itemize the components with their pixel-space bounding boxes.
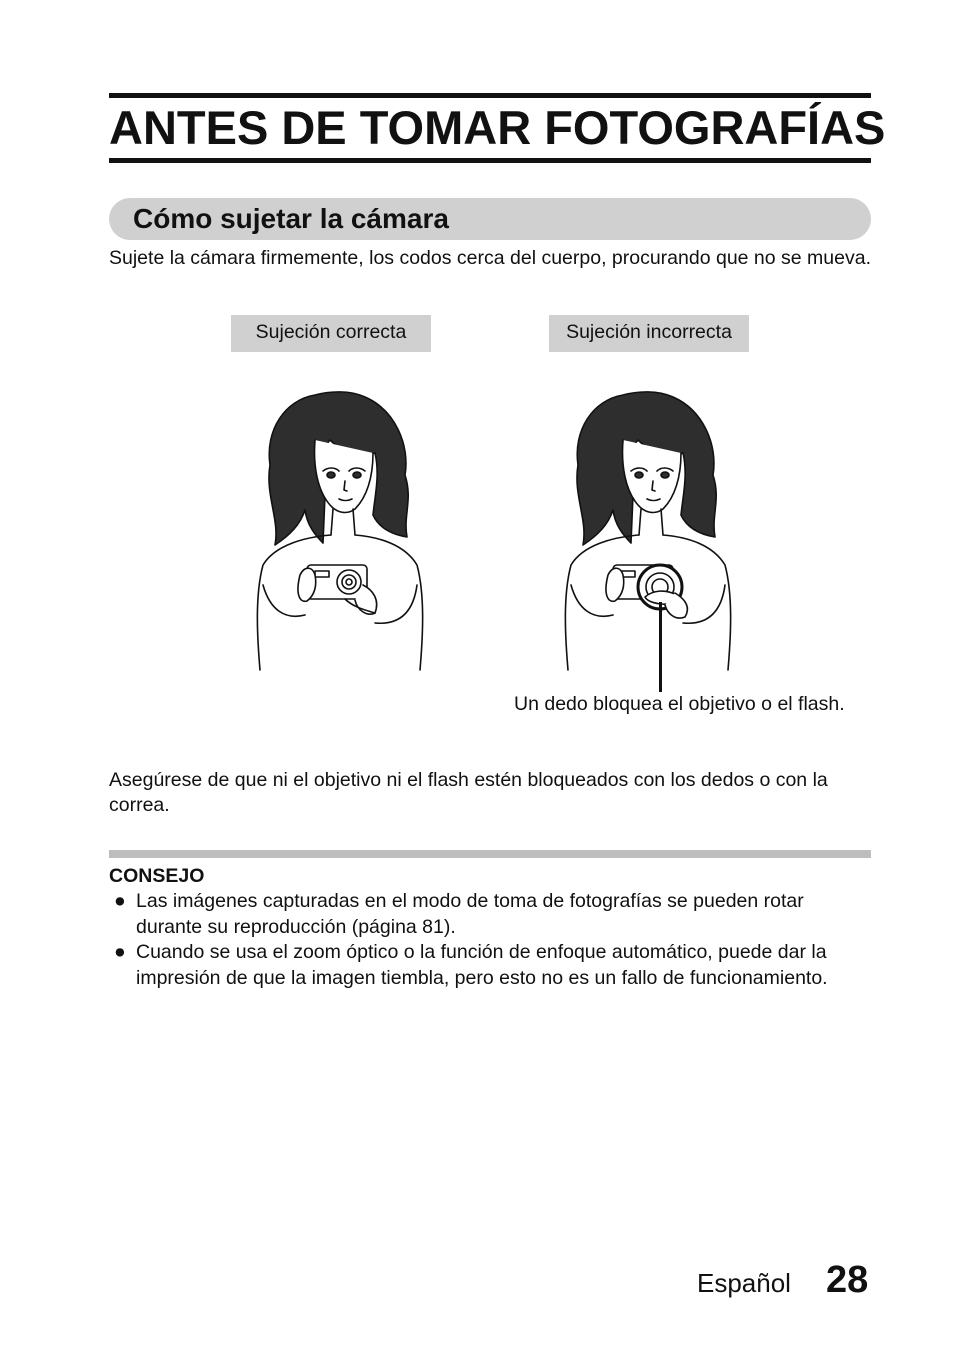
tip-item bbox=[109, 889, 871, 940]
callout-pointer-line bbox=[659, 602, 662, 692]
tip-divider bbox=[109, 850, 871, 858]
page-number: 28 bbox=[826, 1259, 869, 1301]
correct-grip-illustration bbox=[245, 385, 435, 685]
bullet-icon: ● bbox=[114, 890, 126, 912]
title-rule-bottom bbox=[109, 158, 871, 163]
incorrect-grip-illustration bbox=[553, 385, 743, 685]
tip-item bbox=[109, 940, 871, 991]
page-title: ANTES DE TOMAR FOTOGRAFÍAS bbox=[109, 101, 886, 154]
tip-heading: CONSEJO bbox=[109, 865, 205, 887]
bullet-icon: ● bbox=[114, 941, 126, 963]
tip-item-text: Las imágenes capturadas en el modo de toma de fotografías se pueden rotar durante su reproducción (página 81). bbox=[136, 890, 804, 938]
section-header bbox=[109, 198, 871, 240]
tip-item-text: Cuando se usa el zoom óptico o la función de enfoque automático, puede dar la impresión de que la imagen tiembla, pero esto no es un fallo de funcionamiento. bbox=[136, 941, 828, 989]
callout-text: Un dedo bloquea el objetivo o el flash. bbox=[514, 693, 845, 715]
intro-paragraph: Sujete la cámara firmemente, los codos cerca del cuerpo, procurando que no se mueva. bbox=[109, 247, 871, 269]
section-title: Cómo sujetar la cámara bbox=[133, 203, 449, 234]
note-paragraph: Asegúrese de que ni el objetivo ni el flash estén bloqueados con los dedos o con la correa. bbox=[109, 769, 828, 816]
label-correct-grip: Sujeción correcta bbox=[231, 315, 431, 352]
footer-language: Español bbox=[697, 1268, 791, 1298]
label-incorrect-grip: Sujeción incorrecta bbox=[549, 315, 749, 352]
tip-list bbox=[109, 889, 871, 991]
